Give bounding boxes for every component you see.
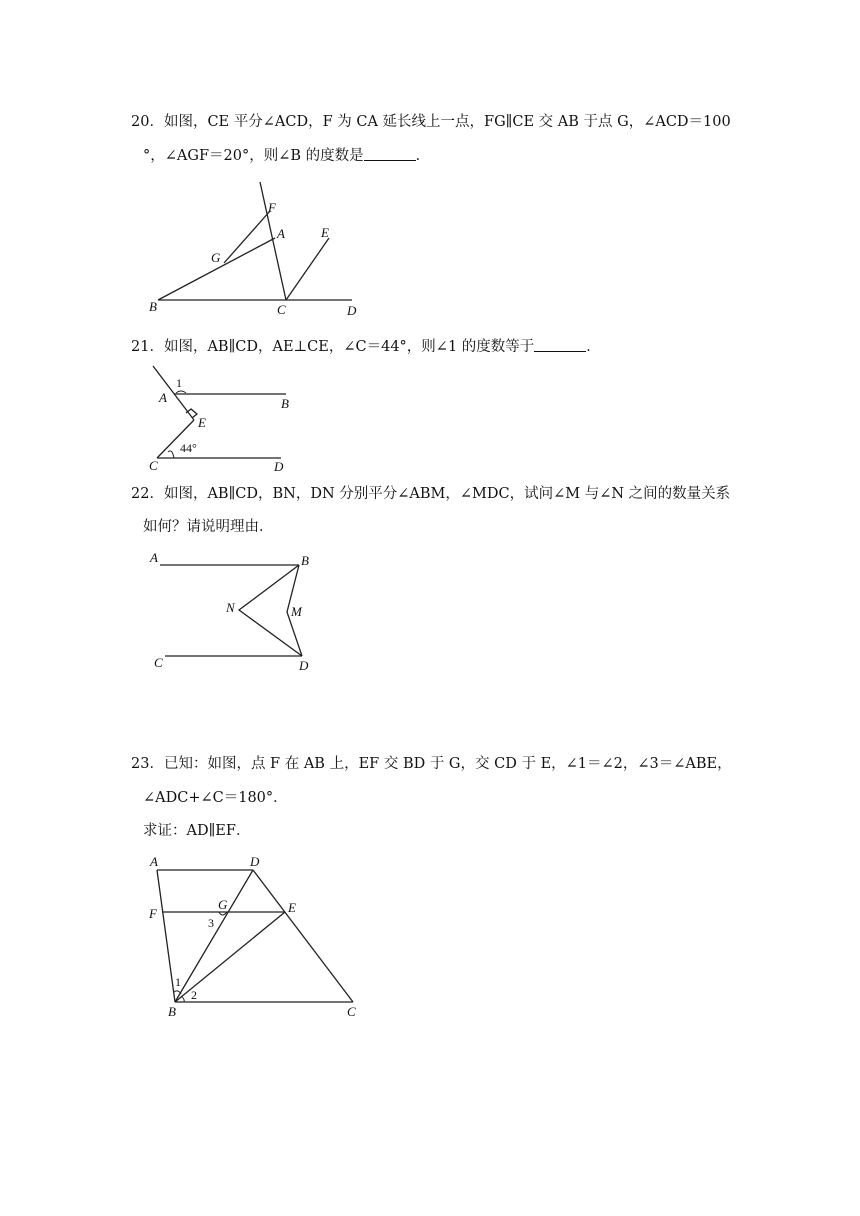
q22-label-b: B [301,553,309,568]
q22-label-n: N [226,600,235,615]
q21-label-1: 1 [176,376,182,390]
q21-text-line1: 21．如图，AB∥CD，AE⊥CE，∠C＝44°，则∠1 的度数等于 ． [131,339,601,355]
q23-label-3: 3 [208,916,214,930]
q20-label-f: F [268,200,276,215]
q22-text-line2: 如何？请说明理由． [143,519,274,535]
q21-label-e: E [198,415,206,430]
q23-text-line1: 23．已知：如图，点 F 在 AB 上，EF 交 BD 于 G，交 CD 于 E，∠1＝∠2，∠3＝∠ABE， [131,756,732,772]
q23-label-b: B [168,1004,176,1019]
q22-text-line1: 22．如图，AB∥CD，BN，DN 分别平分∠ABM，∠MDC，试问∠M 与∠N 之间的数量关系 [131,486,731,502]
q23-label-f: F [149,906,157,921]
q23-label-e: E [288,900,296,915]
q20-label-e: E [321,225,329,240]
q22-label-a: A [150,550,158,565]
q21-label-b: B [281,396,289,411]
q20-label-d: D [347,303,357,318]
q20-text-line1: 20．如图，CE 平分∠ACD，F 为 CA 延长线上一点，FG∥CE 交 AB 于点 G，∠ACD＝100 [131,114,731,130]
q22-label-d: D [299,658,309,673]
q23-label-c: C [347,1004,356,1019]
q22-label-c: C [154,655,163,670]
q20-label-a: A [277,226,285,241]
q23-text-line2: ∠ADC+∠C＝180°． [143,790,288,806]
q21-label-a: A [159,390,167,405]
q23-text-line3: 求证：AD∥EF． [143,823,251,839]
q23-label-d: D [250,854,260,869]
q21-label-c: C [149,458,158,473]
q20-label-c: C [277,302,286,317]
q22-label-m: M [291,604,302,619]
q20-text-line2: °，∠AGF＝20°，则∠B 的度数是 ． [143,148,431,164]
q23-label-2: 2 [191,988,197,1002]
q23-label-g: G [218,897,228,912]
q23-label-a: A [150,854,158,869]
q20-label-g: G [211,250,221,265]
q20-label-b: B [149,299,157,314]
q21-label-44: 44° [180,441,197,455]
q21-label-d: D [274,459,284,474]
q23-label-1: 1 [175,975,181,989]
